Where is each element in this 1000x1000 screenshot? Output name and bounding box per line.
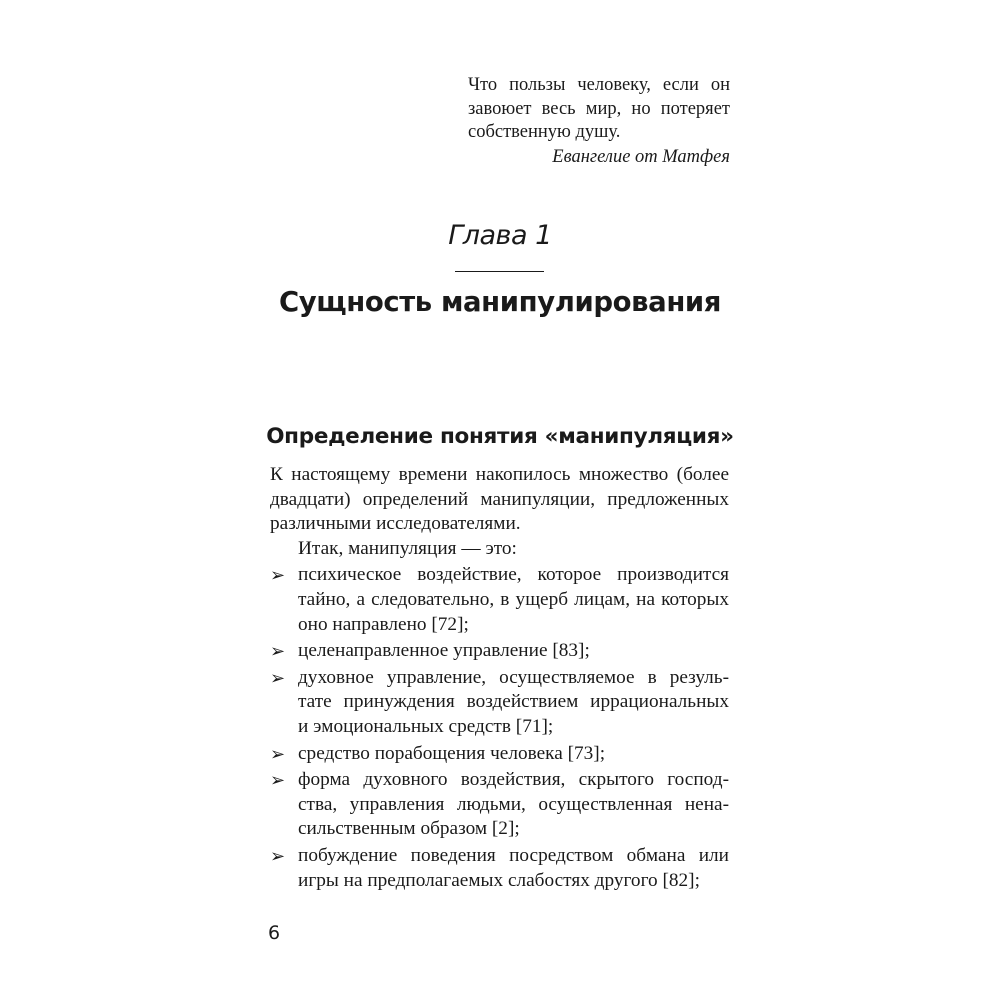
- epigraph-line: завоюет весь мир, но потеряет: [468, 98, 730, 119]
- list-item-line: игры на предполагаемых слабостях другого [82];: [298, 869, 700, 891]
- body-text: [270, 463, 729, 893]
- section-title: Определение понятия «манипуляция»: [266, 424, 734, 449]
- list-item-line: побуждение поведения посредством обмана или: [298, 844, 729, 866]
- list-item-line: и эмоциональных средств [71];: [298, 715, 554, 737]
- list-item: [270, 666, 729, 740]
- list-item-line: ства, управления людьми, осуществленная нена-: [298, 793, 729, 815]
- arrow-bullet-icon: ➢: [270, 743, 286, 764]
- paragraph-line: различными исследователями.: [270, 513, 521, 535]
- list-lead: Итак, манипуляция — это:: [298, 537, 517, 559]
- list-item: [270, 844, 729, 893]
- list-item-line: психическое воздействие, которое производится: [298, 564, 729, 586]
- list-item-line: средство порабощения человека [73];: [298, 742, 606, 764]
- list-item: [270, 563, 729, 637]
- arrow-bullet-icon: ➢: [270, 845, 286, 866]
- list-item: [270, 742, 729, 767]
- epigraph-source: Евангелие от Матфея: [552, 146, 730, 167]
- paragraph-line: двадцати) определений манипуляции, предложенных: [270, 488, 729, 510]
- chapter-title: Сущность манипулирования: [278, 286, 722, 318]
- list-item-line: духовное управление, осуществляемое в резуль-: [298, 666, 729, 688]
- list-item-line: оно направлено [72];: [298, 613, 469, 635]
- list-item: [270, 768, 729, 842]
- list-item-line: тайно, а следовательно, в ущерб лицам, на которых: [298, 588, 729, 610]
- paragraph-line: К настоящему времени накопилось множество (более: [270, 464, 729, 485]
- arrow-bullet-icon: ➢: [270, 565, 286, 586]
- list-item-line: тате принуждения воздействием иррациональных: [298, 691, 729, 713]
- list-item-line: форма духовного воздействия, скрытого господ-: [298, 769, 729, 791]
- chapter-divider: [455, 271, 544, 272]
- epigraph-line: Что пользы человеку, если он: [468, 75, 730, 95]
- arrow-bullet-icon: ➢: [270, 770, 286, 791]
- arrow-bullet-icon: ➢: [270, 641, 286, 662]
- list-item: [270, 639, 729, 664]
- epigraph: [468, 74, 730, 169]
- epigraph-line: собственную душу.: [468, 122, 621, 142]
- page-number: 6: [268, 922, 281, 944]
- list-item-line: целенаправленное управление [83];: [298, 640, 590, 662]
- arrow-bullet-icon: ➢: [270, 667, 286, 688]
- chapter-label: Глава 1: [448, 220, 552, 251]
- definition-list: [270, 563, 729, 893]
- list-item-line: сильственным образом [2];: [298, 818, 520, 840]
